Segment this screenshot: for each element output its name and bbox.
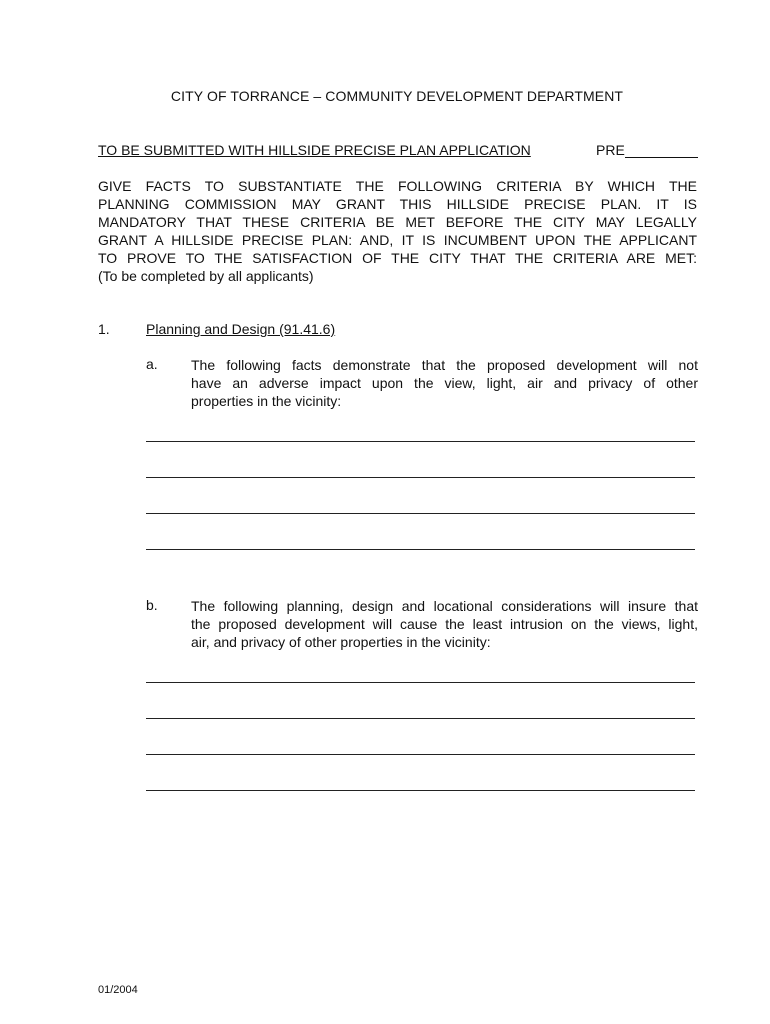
section-title: Planning and Design (91.41.6) (146, 321, 336, 337)
item-a-answer-line-3[interactable] (146, 513, 695, 514)
section-number: 1. (98, 321, 110, 337)
item-a-answer-line-1[interactable] (146, 441, 695, 442)
submission-instruction: TO BE SUBMITTED WITH HILLSIDE PRECISE PLAN APPLICATION (98, 142, 531, 158)
item-b-letter: b. (146, 597, 158, 613)
item-b-answer-line-2[interactable] (146, 718, 695, 719)
pre-number-field[interactable] (596, 142, 698, 158)
intro-paragraph (98, 177, 697, 285)
item-a-answer-line-4[interactable] (146, 549, 695, 550)
item-a-text (191, 356, 698, 410)
intro-line: MANDATORY THAT THESE CRITERIA BE MET BEFORE THE CITY MAY LEGALLY (98, 214, 697, 230)
item-b-answer-line-1[interactable] (146, 682, 695, 683)
intro-line: GRANT A HILLSIDE PRECISE PLAN: AND, IT IS INCUMBENT UPON THE APPLICANT (98, 232, 697, 248)
item-a-letter: a. (146, 356, 158, 372)
item-b-answer-line-4[interactable] (146, 790, 695, 791)
intro-line: GIVE FACTS TO SUBSTANTIATE THE FOLLOWING CRITERIA BY WHICH THE (98, 178, 697, 194)
item-a-line: The following facts demonstrate that the proposed development will not (191, 357, 698, 373)
intro-line: TO PROVE TO THE SATISFACTION OF THE CITY THAT THE CRITERIA ARE MET: (98, 250, 697, 266)
item-a-answer-line-2[interactable] (146, 477, 695, 478)
item-b-line: The following planning, design and locational considerations will insure that (191, 598, 698, 614)
pre-number-blank[interactable] (625, 142, 698, 158)
intro-note: (To be completed by all applicants) (98, 268, 314, 284)
item-a-line: have an adverse impact upon the view, light, air and privacy of other (191, 375, 698, 391)
item-a-line: properties in the vicinity: (191, 393, 342, 409)
pre-label: PRE (596, 142, 625, 158)
revision-date: 01/2004 (98, 984, 138, 996)
item-b-line: air, and privacy of other properties in the vicinity: (191, 634, 491, 650)
item-b-answer-line-3[interactable] (146, 754, 695, 755)
item-b-line: the proposed development will cause the least intrusion on the views, light, (191, 616, 698, 632)
department-header: CITY OF TORRANCE – COMMUNITY DEVELOPMENT DEPARTMENT (170, 88, 624, 104)
intro-line: PLANNING COMMISSION MAY GRANT THIS HILLSIDE PRECISE PLAN. IT IS (98, 196, 697, 212)
submission-line (98, 142, 698, 162)
item-b-text (191, 597, 698, 651)
